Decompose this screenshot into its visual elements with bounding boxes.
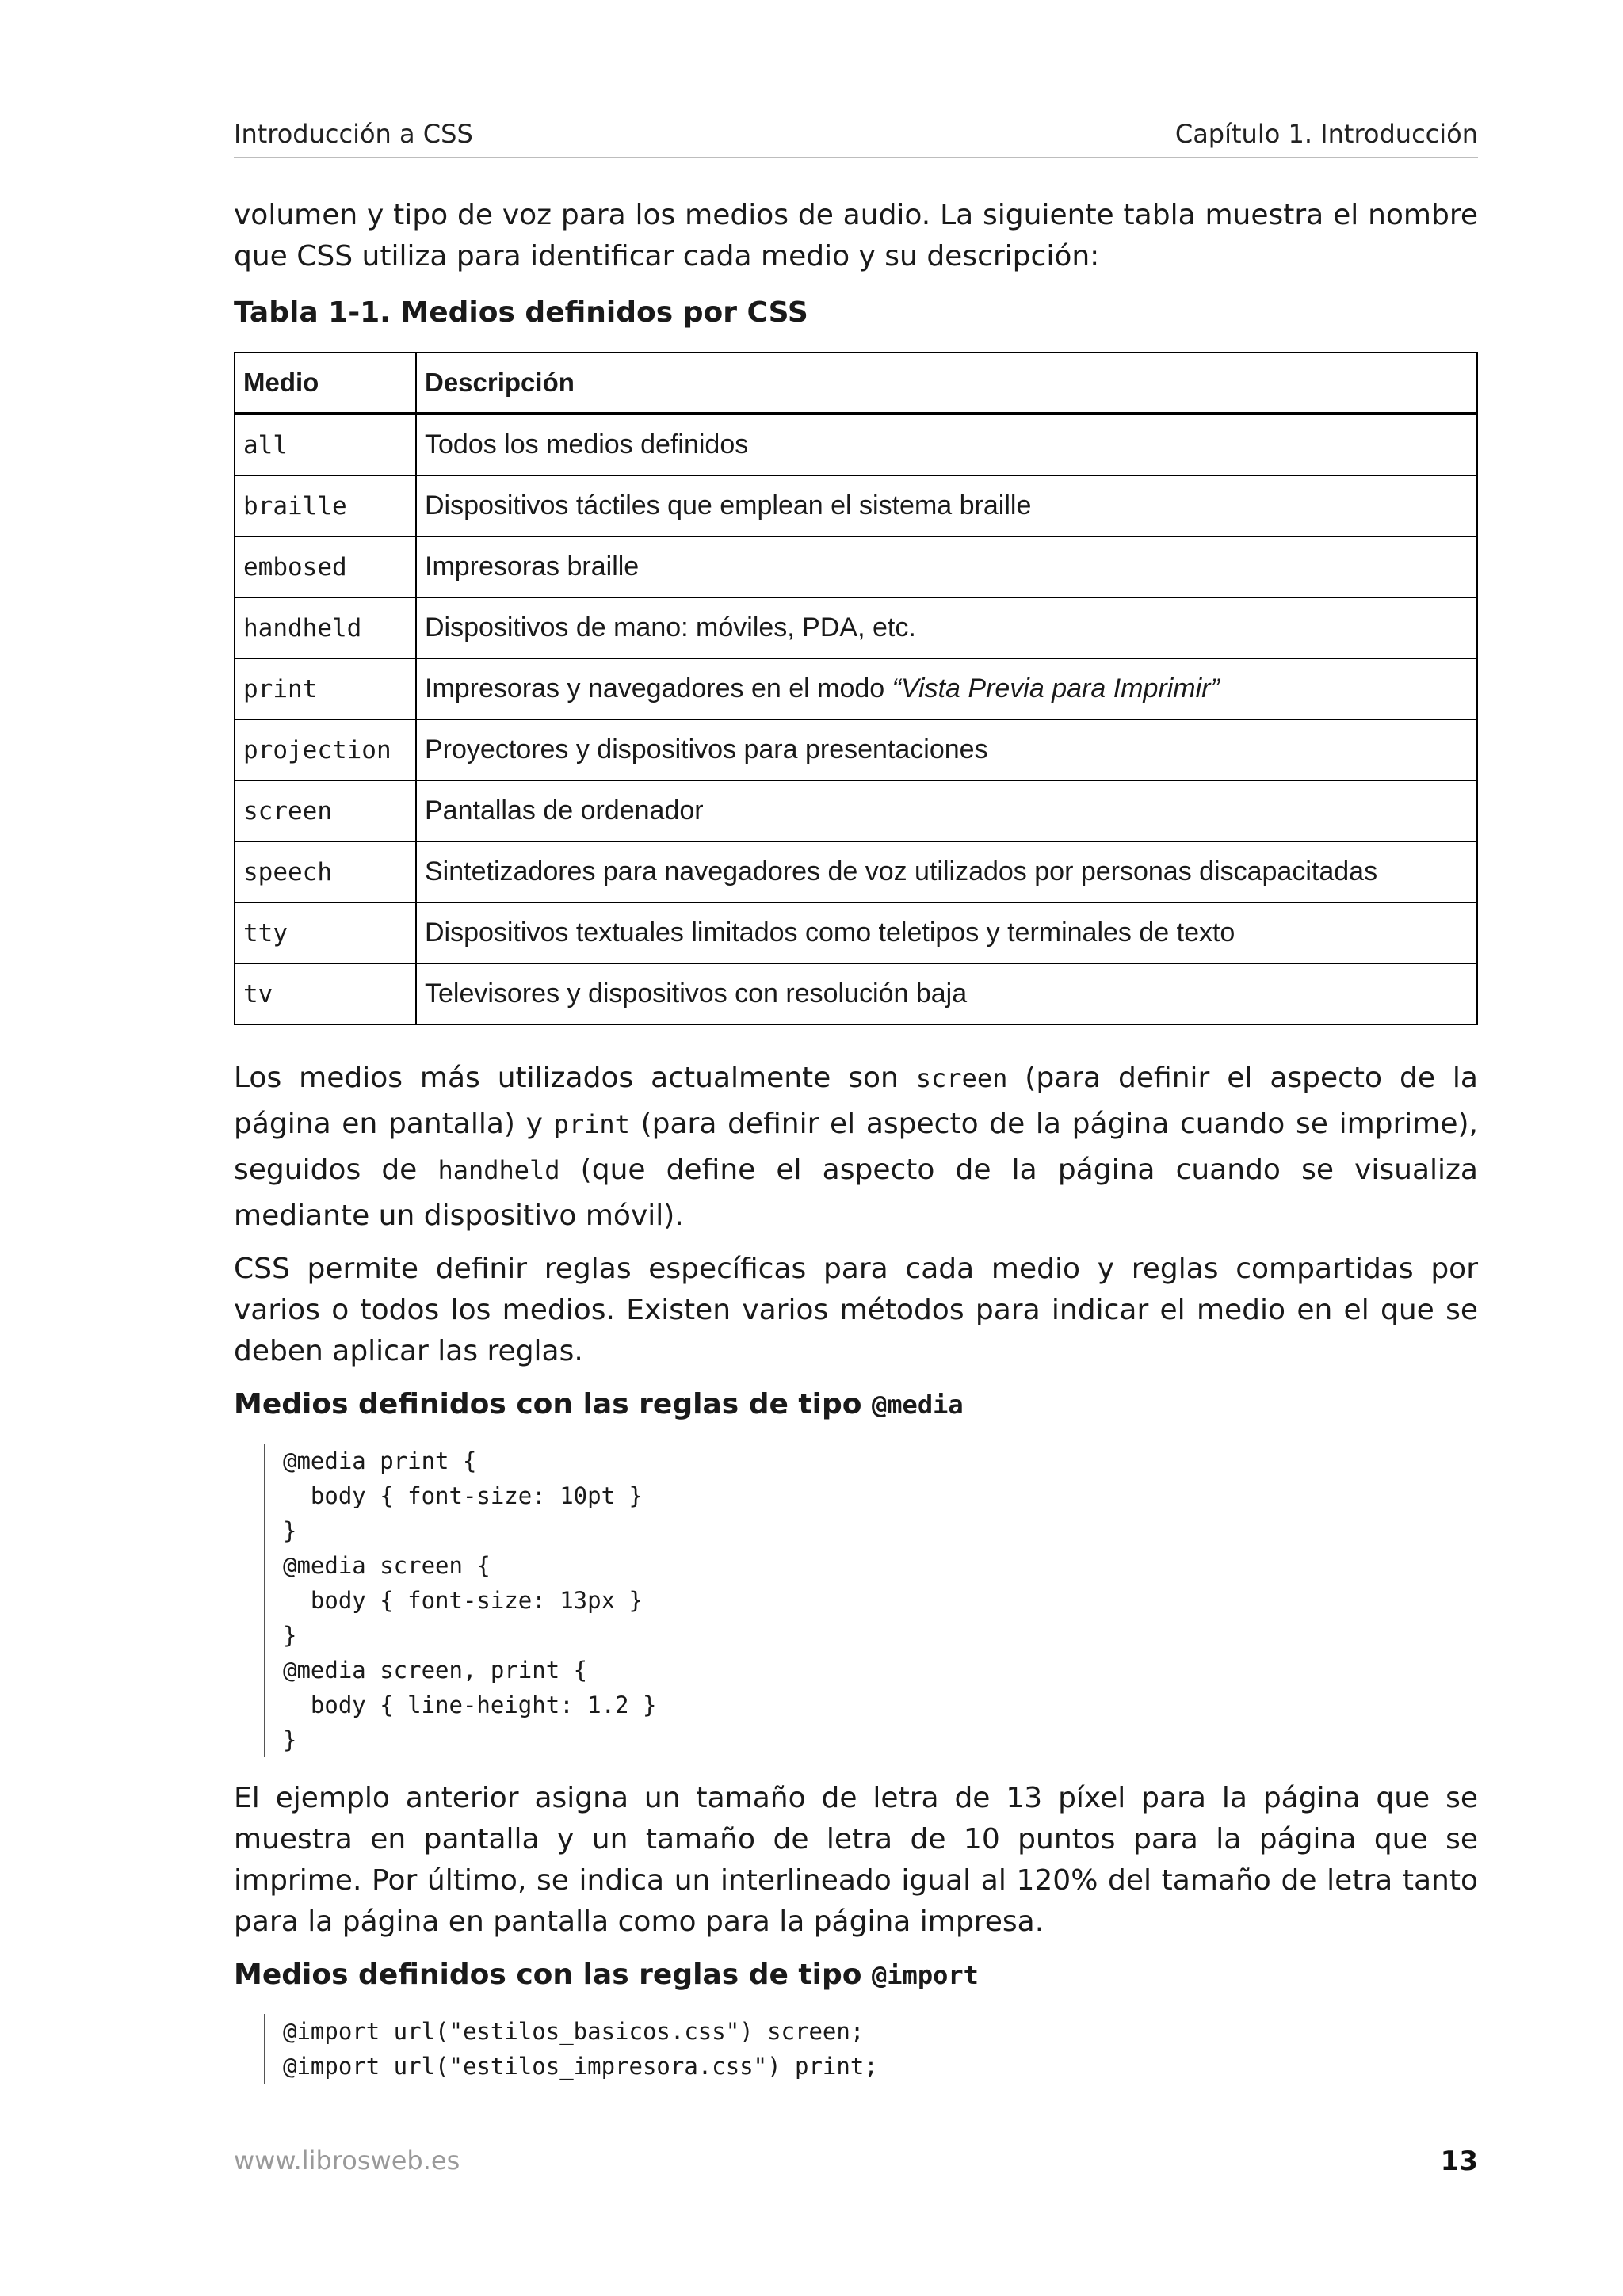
descripcion-cell: Todos los medios definidos [416, 414, 1477, 475]
table-row [235, 475, 1477, 536]
medio-cell: print [235, 658, 416, 719]
medio-cell: tty [235, 902, 416, 963]
descripcion-cell: Sintetizadores para navegadores de voz utilizados por personas discapacitadas [416, 841, 1477, 902]
code-line: @media print { [283, 1447, 477, 1474]
code-line: @import url("estilos_basicos.css") screen; [283, 2018, 865, 2045]
medio-cell: handheld [235, 597, 416, 658]
medio-cell: braille [235, 475, 416, 536]
page-number: 13 [1440, 2145, 1478, 2177]
code-line: body { font-size: 10pt } [283, 1482, 643, 1509]
inline-code: print [553, 1109, 630, 1139]
code-line: } [283, 1622, 297, 1649]
medio-cell: screen [235, 780, 416, 841]
table-caption: Tabla 1-1. Medios definidos por CSS [234, 296, 808, 329]
table-row [235, 658, 1477, 719]
para-text: (para definir el aspecto de la página cuando se imprime), seguidos de [234, 1108, 1478, 1186]
medio-cell: embosed [235, 536, 416, 597]
section-heading-code: @import [872, 1960, 979, 1990]
descripcion-cell: Televisores y dispositivos con resolución baja [416, 963, 1477, 1024]
code-line: @import url("estilos_impresora.css") print; [283, 2053, 878, 2080]
descripcion-cell: Dispositivos textuales limitados como teletipos y terminales de texto [416, 902, 1477, 963]
medio-cell: all [235, 414, 416, 475]
section-heading-text: Medios definidos con las reglas de tipo [234, 1388, 873, 1421]
medio-cell: tv [235, 963, 416, 1024]
code-line: } [283, 1517, 297, 1544]
table-row [235, 414, 1477, 475]
descripcion-cell: Impresoras braille [416, 536, 1477, 597]
para-text: Los medios más utilizados actualmente son [234, 1062, 916, 1094]
table-row [235, 841, 1477, 902]
descripcion-cell: Dispositivos de mano: móviles, PDA, etc. [416, 597, 1477, 658]
inline-code: screen [915, 1063, 1008, 1093]
header-chapter-title: Capítulo 1. Introducción [1174, 119, 1478, 149]
medio-cell: speech [235, 841, 416, 902]
table-header-row [235, 353, 1477, 414]
descripcion-cell: Dispositivos táctiles que emplean el sistema braille [416, 475, 1477, 536]
column-header-medio: Medio [235, 353, 416, 414]
example-explanation-paragraph: El ejemplo anterior asigna un tamaño de letra de 13 píxel para la página que se muestra en pantalla y un tamaño de letra de 10 puntos para la página que se imprime. Por último, se indica un interlineado igual al 120% del tamaño de letra tanto para la página en pantalla como para la página impresa. [234, 1782, 1478, 1938]
code-block-import [264, 2014, 878, 2084]
media-table [234, 352, 1478, 1025]
table-row [235, 902, 1477, 963]
descripcion-cell: Pantallas de ordenador [416, 780, 1477, 841]
code-line: } [283, 1726, 297, 1753]
code-block-media [264, 1444, 656, 1757]
table-row [235, 780, 1477, 841]
intro-line-1: volumen y tipo de voz para los medios de audio. La siguiente tabla muestra el nombre [234, 199, 1478, 231]
intro-paragraph [234, 195, 1478, 277]
section-heading-import [234, 1958, 979, 1991]
inline-code: handheld [437, 1155, 560, 1185]
table-row [235, 719, 1477, 780]
header-book-title: Introducción a CSS [234, 119, 473, 149]
descripcion-cell: Proyectores y dispositivos para presentaciones [416, 719, 1477, 780]
media-usage-paragraph [234, 1055, 1478, 1238]
code-line: body { line-height: 1.2 } [283, 1691, 657, 1718]
column-header-descripcion: Descripción [416, 353, 1477, 414]
section-heading-code: @media [872, 1390, 964, 1420]
para-text: (para definir el aspecto de la página en pantalla) y [234, 1062, 1478, 1140]
intro-line-2: que CSS utiliza para identificar cada medio y su descripción: [234, 240, 1100, 273]
medio-cell: projection [235, 719, 416, 780]
descripcion-cell [416, 658, 1477, 719]
code-line: @media screen, print { [283, 1657, 588, 1684]
section-heading-media [234, 1388, 964, 1421]
footer-website: www.librosweb.es [234, 2145, 460, 2176]
running-header [234, 119, 1478, 158]
table-row [235, 536, 1477, 597]
table-row [235, 963, 1477, 1024]
section-heading-text: Medios definidos con las reglas de tipo [234, 1958, 873, 1991]
code-line: body { font-size: 13px } [283, 1587, 643, 1614]
rules-paragraph: CSS permite definir reglas específicas para cada medio y reglas compartidas por varios o todos los medios. Existen varios métodos para indicar el medio en el que se deben aplicar las reglas. [234, 1253, 1478, 1367]
para-text: (que define el aspecto de la página cuando se visualiza mediante un dispositivo móvil). [234, 1154, 1478, 1232]
descripcion-italic-text: “Vista Previa para Imprimir” [892, 673, 1220, 704]
code-line: @media screen { [283, 1552, 491, 1579]
table-row [235, 597, 1477, 658]
descripcion-text: Impresoras y navegadores en el modo [425, 673, 892, 704]
